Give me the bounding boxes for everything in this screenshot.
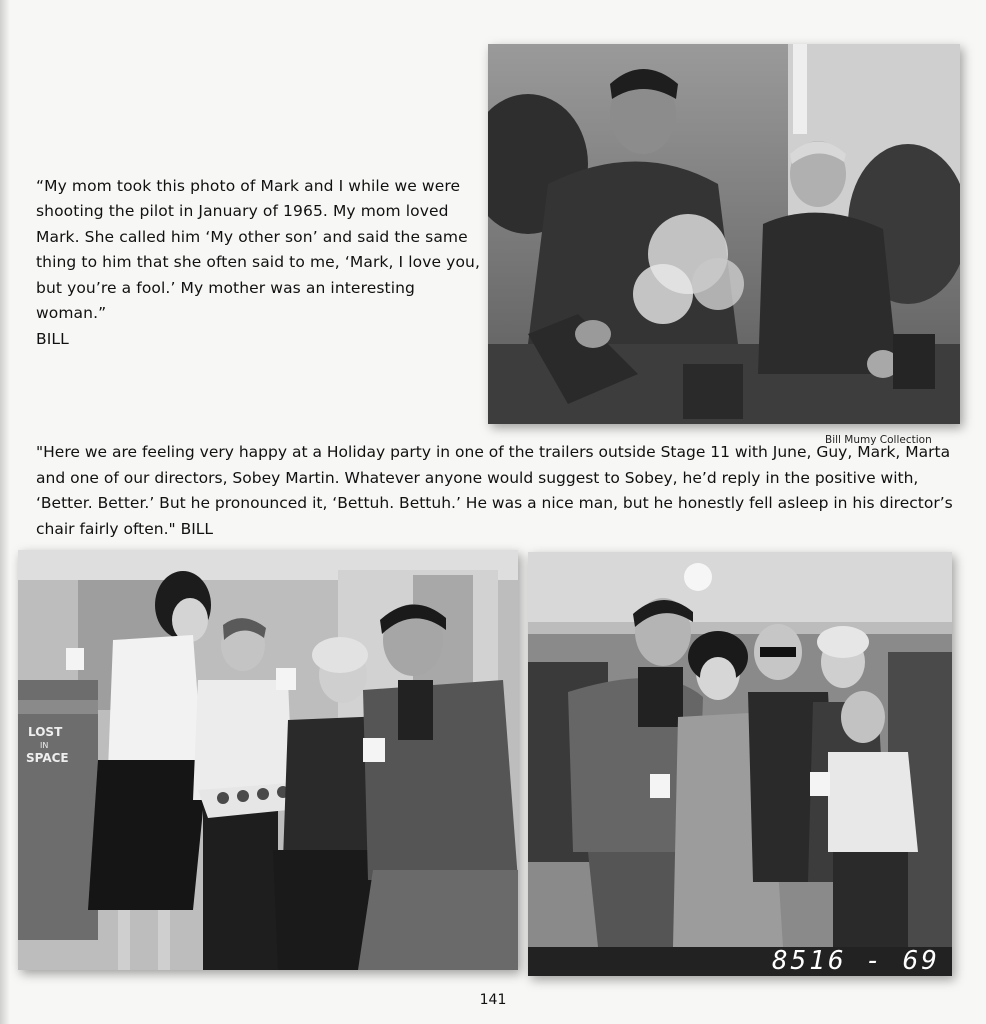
photo-mark-and-bill-image — [488, 44, 960, 424]
page-edge — [0, 0, 10, 1024]
page-number: 141 — [479, 992, 507, 1008]
photo-holiday-party-cookies-image — [18, 550, 518, 970]
photo-mark-and-bill — [488, 44, 960, 424]
photo-stamp-number: 8516 - 69 — [772, 946, 940, 976]
can-label-space: SPACE — [26, 751, 69, 765]
photo-holiday-party-group-image — [528, 552, 952, 976]
quote-top-text: “My mom took this photo of Mark and I while we were shooting the pilot in January of 1965. My mom loved Mark. She called him ‘My other son’ and said the same thing to him that she often said to me, ‘Mark, I love you, but you’re a fool.’ My mother was an interesting woman.” — [36, 176, 480, 322]
quote-top — [36, 148, 486, 378]
photo-credit: Bill Mumy Collection — [825, 434, 932, 446]
photo-holiday-party-group — [528, 552, 952, 976]
photo-holiday-party-cookies — [18, 550, 518, 970]
can-label-in: IN — [40, 741, 49, 750]
quote-middle: "Here we are feeling very happy at a Holiday party in one of the trailers outside Stage 11 with June, Guy, Mark, Marta and one of our directors, Sobey Martin. Whatever anyone would suggest to Sobey, he’d reply in the positive with, ‘Better. Better.’ But he pronounced it, ‘Bettuh. Bettuh.’ He was a nice man, but he honestly fell asleep in his director’s chair fairly often." BILL — [36, 443, 953, 538]
can-label-lost: LOST — [28, 725, 63, 739]
quote-top-signature: BILL — [36, 329, 69, 348]
